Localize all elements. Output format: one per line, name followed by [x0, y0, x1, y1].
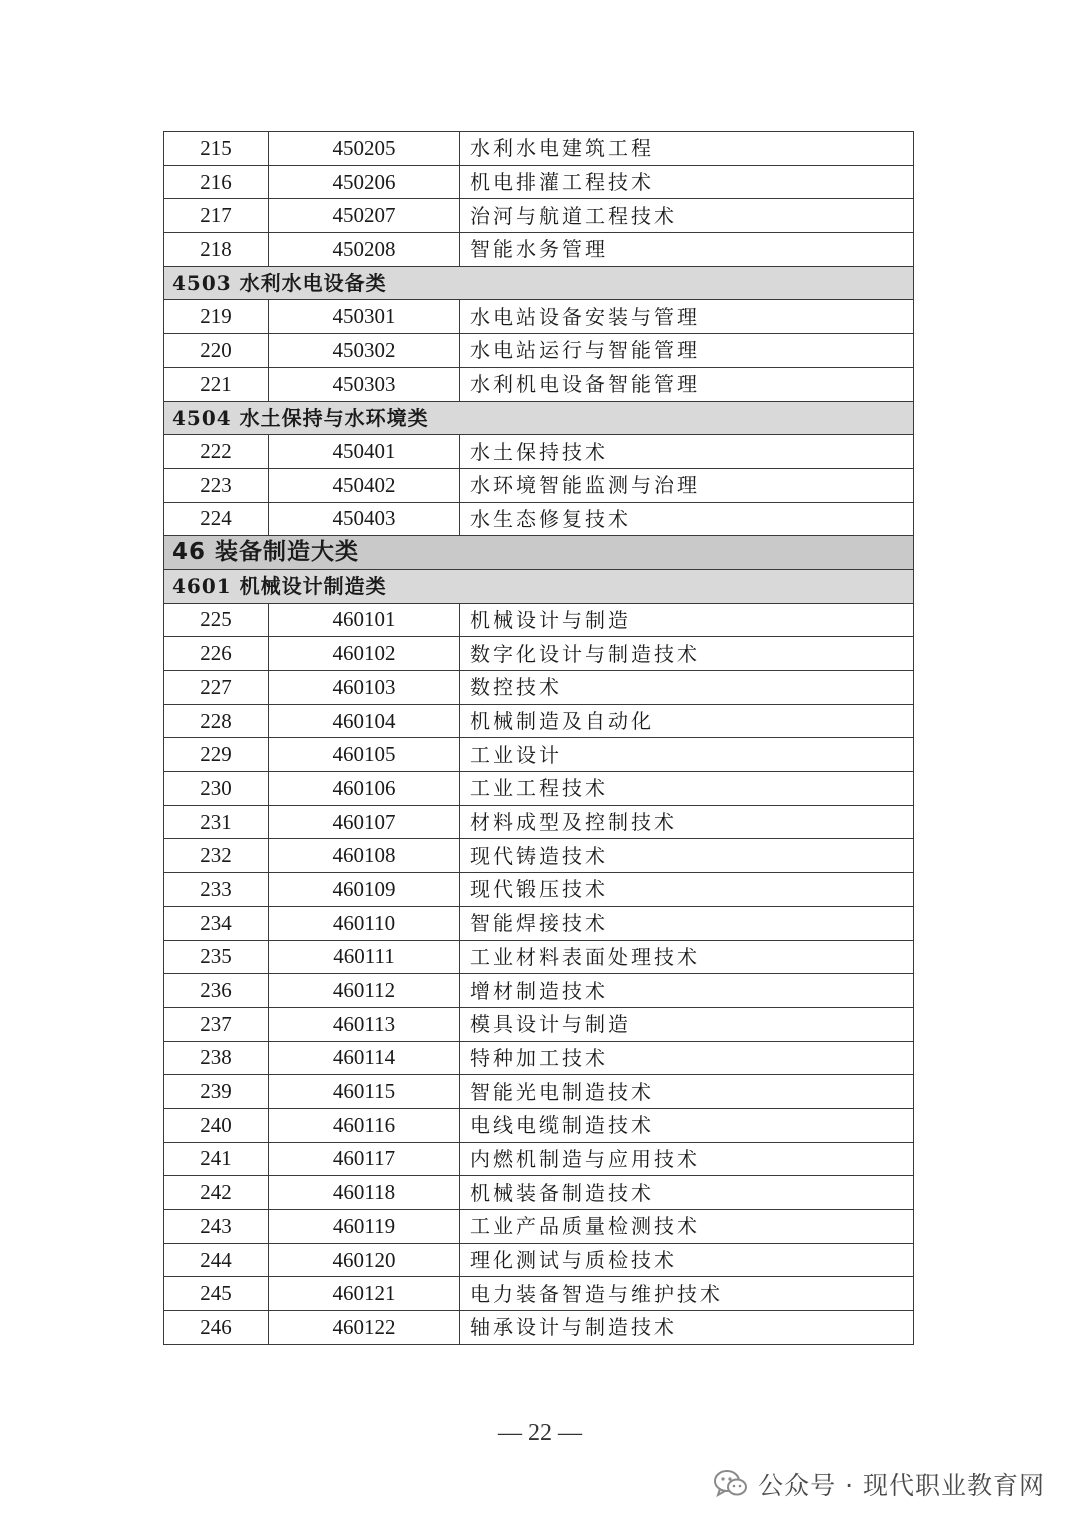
name-cell: 电力装备智造与维护技术: [460, 1277, 914, 1311]
code-cell: 460108: [269, 839, 460, 873]
name-cell: 机械设计与制造: [460, 603, 914, 637]
code-cell: 460101: [269, 603, 460, 637]
table-row: [164, 1311, 914, 1345]
code-cell: 460106: [269, 772, 460, 806]
catalog-table: [163, 131, 914, 1345]
major-category-row: [164, 536, 914, 570]
seq-cell: 225: [164, 603, 269, 637]
table-row: [164, 671, 914, 705]
seq-cell: 220: [164, 334, 269, 368]
seq-cell: 219: [164, 300, 269, 334]
name-cell: 数字化设计与制造技术: [460, 637, 914, 671]
code-cell: 450207: [269, 199, 460, 233]
code-cell: 460118: [269, 1176, 460, 1210]
seq-cell: 228: [164, 704, 269, 738]
name-cell: 工业工程技术: [460, 772, 914, 806]
seq-cell: 221: [164, 367, 269, 401]
table-row: [164, 165, 914, 199]
code-cell: 460105: [269, 738, 460, 772]
code-cell: 460112: [269, 974, 460, 1008]
seq-cell: 229: [164, 738, 269, 772]
code-cell: 460103: [269, 671, 460, 705]
name-cell: 材料成型及控制技术: [460, 805, 914, 839]
seq-cell: 223: [164, 468, 269, 502]
name-cell: 智能光电制造技术: [460, 1075, 914, 1109]
seq-cell: 238: [164, 1041, 269, 1075]
code-cell: 450402: [269, 468, 460, 502]
seq-cell: 222: [164, 435, 269, 469]
name-cell: 水电站运行与智能管理: [460, 334, 914, 368]
code-cell: 460119: [269, 1210, 460, 1244]
name-cell: 工业设计: [460, 738, 914, 772]
table-row: [164, 233, 914, 267]
seq-cell: 237: [164, 1007, 269, 1041]
name-cell: 机械装备制造技术: [460, 1176, 914, 1210]
code-cell: 450403: [269, 502, 460, 536]
table-row: [164, 839, 914, 873]
table-row: [164, 132, 914, 166]
name-cell: 机电排灌工程技术: [460, 165, 914, 199]
table-row: [164, 502, 914, 536]
seq-cell: 242: [164, 1176, 269, 1210]
name-cell: 治河与航道工程技术: [460, 199, 914, 233]
seq-cell: 234: [164, 906, 269, 940]
seq-cell: 244: [164, 1243, 269, 1277]
wechat-icon: [714, 1469, 748, 1499]
table-row: [164, 940, 914, 974]
table-row: [164, 1075, 914, 1109]
seq-cell: 245: [164, 1277, 269, 1311]
name-cell: 轴承设计与制造技术: [460, 1311, 914, 1345]
name-cell: 理化测试与质检技术: [460, 1243, 914, 1277]
name-cell: 增材制造技术: [460, 974, 914, 1008]
table-row: [164, 637, 914, 671]
code-cell: 450208: [269, 233, 460, 267]
category-label: 4601 机械设计制造类: [164, 569, 914, 603]
table-row: [164, 1210, 914, 1244]
seq-cell: 227: [164, 671, 269, 705]
name-cell: 现代锻压技术: [460, 873, 914, 907]
table-row: [164, 1243, 914, 1277]
seq-cell: 240: [164, 1108, 269, 1142]
code-cell: 450401: [269, 435, 460, 469]
seq-cell: 233: [164, 873, 269, 907]
seq-cell: 217: [164, 199, 269, 233]
code-cell: 450302: [269, 334, 460, 368]
seq-cell: 241: [164, 1142, 269, 1176]
code-cell: 450303: [269, 367, 460, 401]
name-cell: 内燃机制造与应用技术: [460, 1142, 914, 1176]
table-body: [164, 132, 914, 1345]
code-cell: 460111: [269, 940, 460, 974]
name-cell: 水生态修复技术: [460, 502, 914, 536]
name-cell: 工业材料表面处理技术: [460, 940, 914, 974]
table-row: [164, 873, 914, 907]
table-row: [164, 367, 914, 401]
name-cell: 水环境智能监测与治理: [460, 468, 914, 502]
table-row: [164, 300, 914, 334]
table-row: [164, 468, 914, 502]
code-cell: 460122: [269, 1311, 460, 1345]
table-row: [164, 772, 914, 806]
name-cell: 机械制造及自动化: [460, 704, 914, 738]
seq-cell: 218: [164, 233, 269, 267]
name-cell: 模具设计与制造: [460, 1007, 914, 1041]
category-row: [164, 401, 914, 435]
code-cell: 460113: [269, 1007, 460, 1041]
code-cell: 460110: [269, 906, 460, 940]
seq-cell: 232: [164, 839, 269, 873]
code-cell: 460114: [269, 1041, 460, 1075]
seq-cell: 224: [164, 502, 269, 536]
code-cell: 460109: [269, 873, 460, 907]
code-cell: 450205: [269, 132, 460, 166]
code-cell: 460107: [269, 805, 460, 839]
table-row: [164, 738, 914, 772]
code-cell: 460102: [269, 637, 460, 671]
name-cell: 水利水电建筑工程: [460, 132, 914, 166]
name-cell: 电线电缆制造技术: [460, 1108, 914, 1142]
code-cell: 460117: [269, 1142, 460, 1176]
table-row: [164, 334, 914, 368]
category-row: [164, 569, 914, 603]
category-row: [164, 266, 914, 300]
seq-cell: 236: [164, 974, 269, 1008]
seq-cell: 216: [164, 165, 269, 199]
name-cell: 工业产品质量检测技术: [460, 1210, 914, 1244]
table-row: [164, 704, 914, 738]
watermark-text: 公众号 · 现代职业教育网: [758, 1471, 1045, 1500]
name-cell: 水利机电设备智能管理: [460, 367, 914, 401]
table-row: [164, 199, 914, 233]
watermark: [714, 1466, 1045, 1502]
seq-cell: 215: [164, 132, 269, 166]
seq-cell: 226: [164, 637, 269, 671]
seq-cell: 235: [164, 940, 269, 974]
name-cell: 水电站设备安装与管理: [460, 300, 914, 334]
table-row: [164, 435, 914, 469]
code-cell: 450301: [269, 300, 460, 334]
table-row: [164, 1108, 914, 1142]
category-label: 4503 水利水电设备类: [164, 266, 914, 300]
category-label: 4504 水土保持与水环境类: [164, 401, 914, 435]
table-row: [164, 1277, 914, 1311]
table-row: [164, 1176, 914, 1210]
name-cell: 现代铸造技术: [460, 839, 914, 873]
table-row: [164, 1041, 914, 1075]
table-row: [164, 603, 914, 637]
table-row: [164, 1142, 914, 1176]
name-cell: 特种加工技术: [460, 1041, 914, 1075]
code-cell: 460104: [269, 704, 460, 738]
name-cell: 数控技术: [460, 671, 914, 705]
seq-cell: 243: [164, 1210, 269, 1244]
major-category-label: 46 装备制造大类: [164, 536, 914, 570]
name-cell: 智能水务管理: [460, 233, 914, 267]
code-cell: 460121: [269, 1277, 460, 1311]
code-cell: 460115: [269, 1075, 460, 1109]
table-row: [164, 974, 914, 1008]
name-cell: 智能焊接技术: [460, 906, 914, 940]
code-cell: 450206: [269, 165, 460, 199]
code-cell: 460116: [269, 1108, 460, 1142]
table-row: [164, 1007, 914, 1041]
seq-cell: 246: [164, 1311, 269, 1345]
table-row: [164, 906, 914, 940]
seq-cell: 231: [164, 805, 269, 839]
seq-cell: 230: [164, 772, 269, 806]
name-cell: 水土保持技术: [460, 435, 914, 469]
page-number: — 22 —: [498, 1420, 582, 1446]
seq-cell: 239: [164, 1075, 269, 1109]
table-row: [164, 805, 914, 839]
code-cell: 460120: [269, 1243, 460, 1277]
